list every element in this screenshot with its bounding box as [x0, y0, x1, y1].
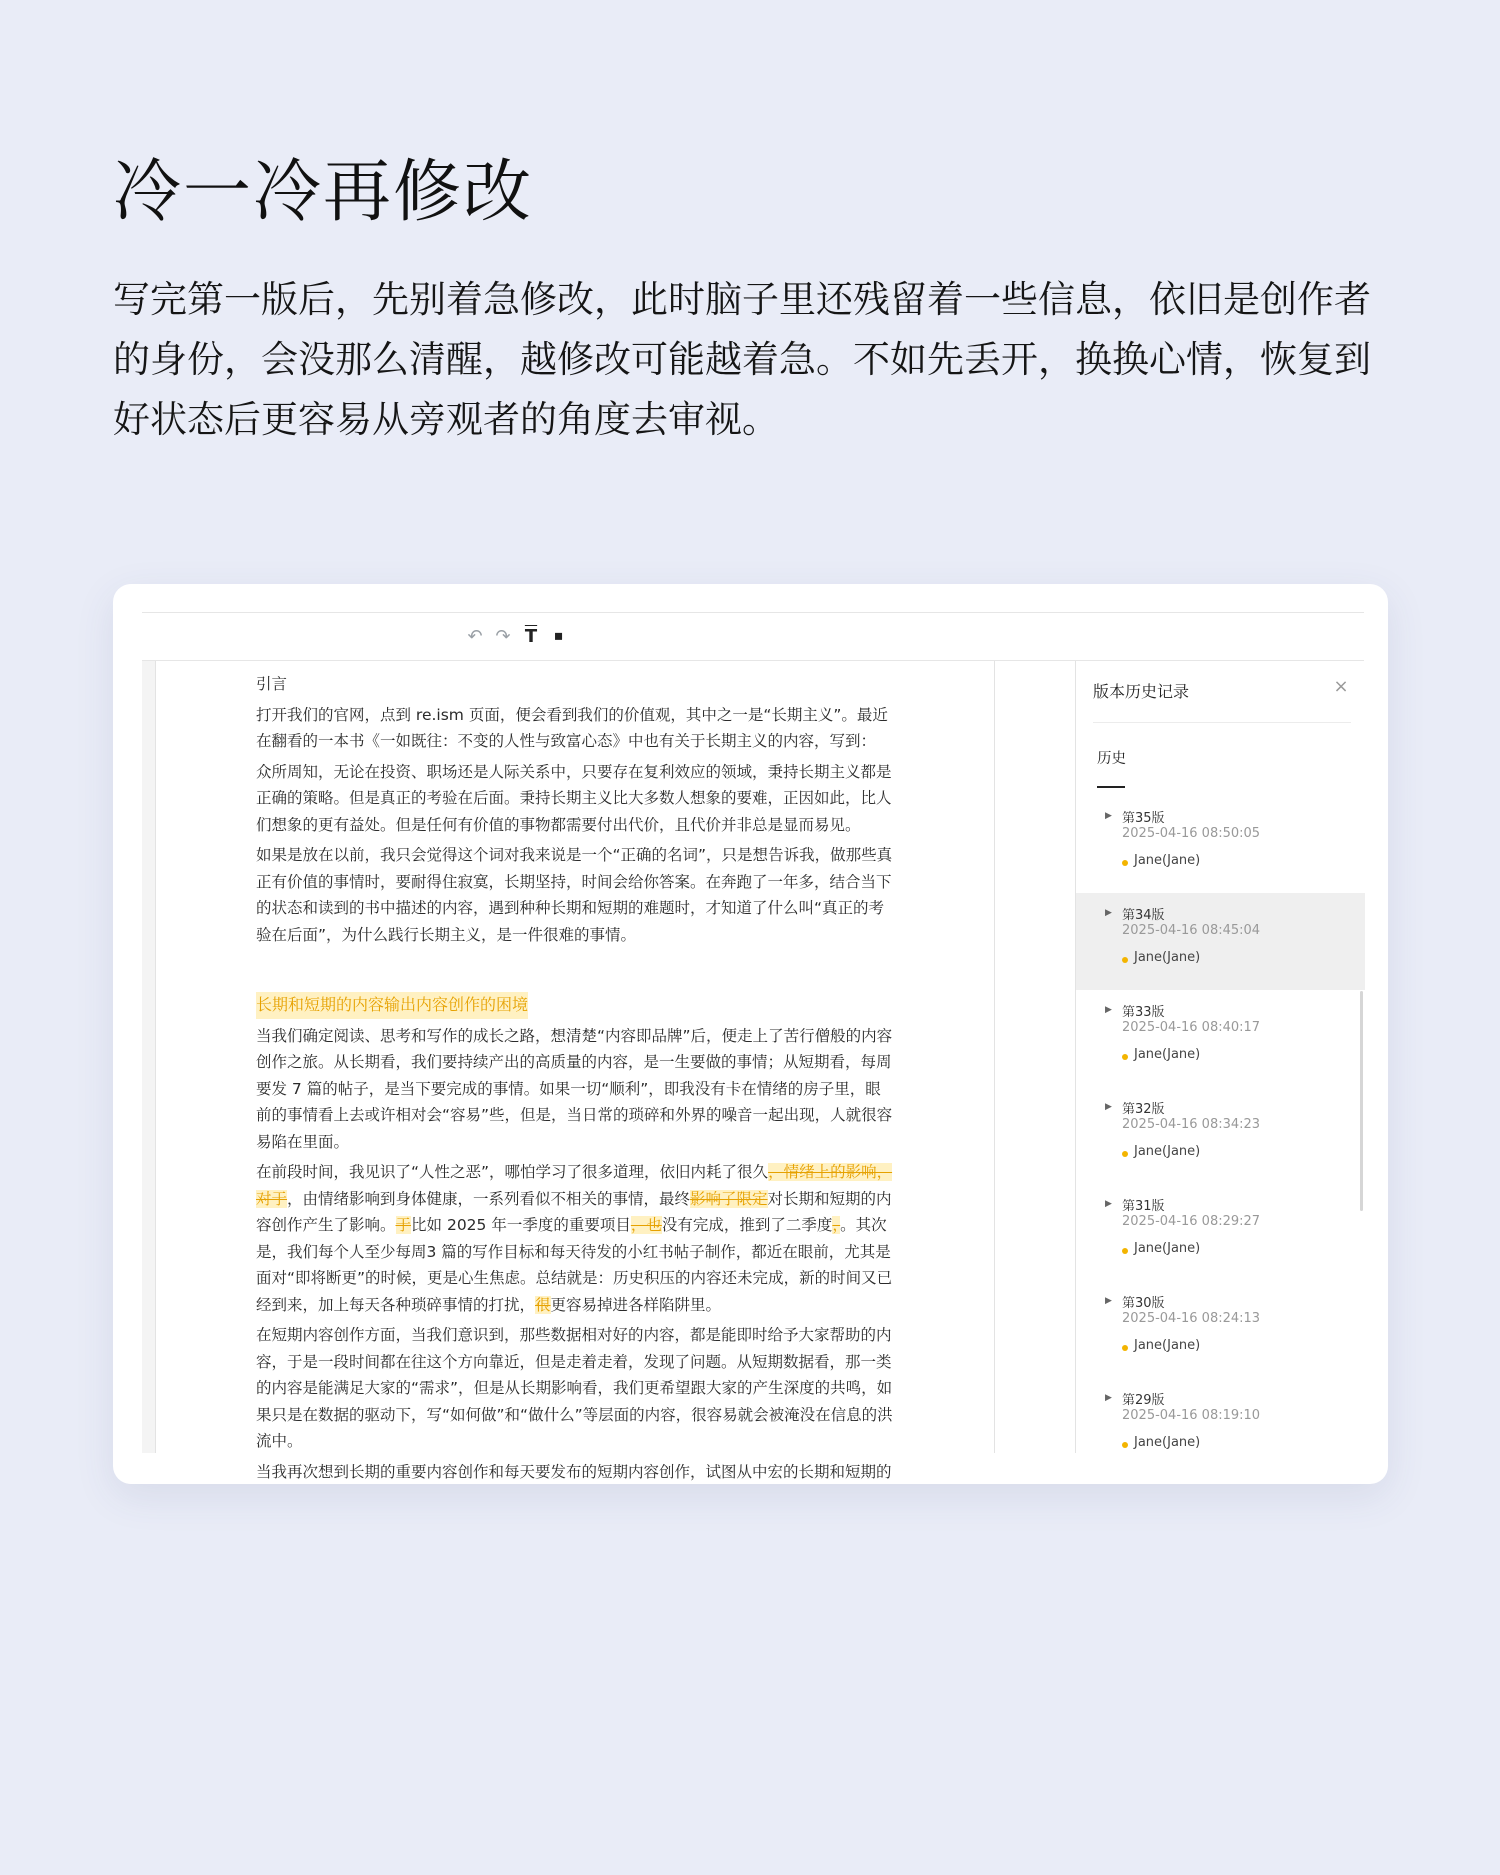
document-content[interactable]	[256, 671, 896, 1489]
user-dot-icon	[1122, 1442, 1128, 1448]
caret-right-icon[interactable]: ▶	[1105, 811, 1112, 821]
doc-paragraph: 众所周知，无论在投资、职场还是人际关系中，只要存在复利效应的领域，秉持长期主义都是正确的策略。但是真正的考验在后面。秉持长期主义比大多数人想象的要难，正因如此，比人们想象的更有益处。但是任何有价值的事物都需要付出代价，且代价并非总是显而易见。	[256, 762, 892, 834]
version-list	[1076, 796, 1365, 1475]
caret-right-icon[interactable]: ▶	[1105, 1199, 1112, 1209]
version-time: 2025-04-16 08:40:17	[1122, 1020, 1261, 1035]
deleted-text: ，	[832, 1216, 841, 1234]
version-name: 第32版	[1122, 1102, 1165, 1117]
deleted-text: ，也	[630, 1216, 662, 1234]
doc-paragraph: 如果是放在以前，我只会觉得这个词对我来说是一个“正确的名词”，只是想告诉我，做那些真正有价值的事情时，要耐得住寂寞，长期坚持，时间会给你答案。在奔跑了一年多，结合当下的状态和读到的书中描述的内容，遇到种种长期和短期的难题时，才知道了什么叫“真正的考验在后面”，为什么践行长期主义，是一件很难的事情。	[256, 846, 893, 944]
text-run: 。其次是，我们每个人至少每周3 篇的写作目标和每天待发的小红书帖子制作，都近在眼前，尤其是面对“即将断更”的时候，更是心生焦虑。总结就是：历史积压的内容还未完成，新的时间又已经到来，加上每天各种琐碎事情的打扰，	[256, 1216, 893, 1314]
deleted-text: ，情绪上的影响，对于	[256, 1163, 893, 1208]
text-run: 在前段时间，我见识了“人性之恶”，哪怕学习了很多道理，依旧内耗了很久	[256, 1163, 769, 1181]
deleted-text: 影响了限定	[690, 1189, 768, 1208]
deleted-text: 很	[535, 1295, 551, 1314]
version-user: Jane(Jane)	[1134, 853, 1201, 868]
version-user: Jane(Jane)	[1134, 1338, 1201, 1353]
caret-right-icon[interactable]: ▶	[1105, 1005, 1112, 1015]
version-name: 第30版	[1122, 1296, 1165, 1311]
editor-window	[113, 584, 1388, 1484]
close-icon[interactable]: ×	[1333, 676, 1349, 697]
version-user: Jane(Jane)	[1134, 1144, 1201, 1159]
intro-label: 引言	[256, 675, 288, 693]
version-name: 第35版	[1122, 811, 1165, 826]
version-user: Jane(Jane)	[1134, 1047, 1201, 1062]
editor-toolbar	[142, 613, 1364, 661]
undo-icon[interactable]: ↶	[467, 625, 483, 647]
version-name: 第34版	[1122, 908, 1165, 923]
page-title: 冷一冷再修改	[113, 153, 534, 232]
doc-paragraph: 当我再次想到长期的重要内容创作和每天要发布的短期内容创作，试图从中宏的长期和短期的	[256, 1462, 892, 1481]
version-time: 2025-04-16 08:45:04	[1122, 923, 1261, 938]
panel-title: 版本历史记录	[1093, 682, 1190, 701]
version-time: 2025-04-16 08:24:13	[1122, 1311, 1261, 1326]
text-run: 更容易掉进各样陷阱里。	[550, 1295, 722, 1314]
panel-scrollbar[interactable]	[1360, 991, 1363, 1211]
format-painter-icon[interactable]: $\overline{T}$	[524, 625, 538, 647]
caret-right-icon[interactable]: ▶	[1105, 1296, 1112, 1306]
user-dot-icon	[1122, 1054, 1128, 1060]
document-area	[142, 661, 994, 1481]
user-dot-icon	[1122, 1248, 1128, 1254]
doc-paragraph-tracked	[256, 1159, 896, 1318]
deleted-text: 于	[395, 1216, 412, 1234]
tab-indicator	[1097, 786, 1125, 788]
version-time: 2025-04-16 08:34:23	[1122, 1117, 1261, 1132]
version-name: 第33版	[1122, 1005, 1165, 1020]
caret-right-icon[interactable]: ▶	[1105, 1393, 1112, 1403]
version-item[interactable]	[1076, 990, 1365, 1087]
version-item[interactable]	[1076, 1281, 1365, 1378]
text-run: 没有完成，推到了二季度	[661, 1216, 833, 1234]
version-user: Jane(Jane)	[1134, 1241, 1201, 1256]
version-time: 2025-04-16 08:29:27	[1122, 1214, 1261, 1229]
version-item[interactable]	[1076, 1378, 1365, 1475]
version-name: 第31版	[1122, 1199, 1165, 1214]
version-item[interactable]	[1076, 796, 1365, 893]
user-dot-icon	[1122, 957, 1128, 963]
text-run: ，由情绪影响到身体健康，一系列看似不相关的事情，最终	[287, 1189, 691, 1208]
doc-paragraph: 当我们确定阅读、思考和写作的成长之路，想清楚“内容即品牌”后，便走上了苦行僧般的内容创作之旅。从长期看，我们要持续产出的高质量的内容，是一生要做的事情；从短期看，每周要发 7 篇的帖子，是当下要完成的事情。如果一切“顺利”，即我没有卡在情绪的房子里，眼前的事情看上去或许相对会“容易”些，但是，当日常的琐碎和外界的噪音一起出现，人就很容易陷在里面。	[256, 1026, 893, 1151]
user-dot-icon	[1122, 1345, 1128, 1351]
version-time: 2025-04-16 08:50:05	[1122, 826, 1261, 841]
version-item-selected[interactable]	[1076, 893, 1365, 990]
page-description: 写完第一版后，先别着急修改，此时脑子里还残留着一些信息，依旧是创作者的身份，会没那么清醒，越修改可能越着急。不如先丢开，换换心情，恢复到好状态后更容易从旁观者的角度去审视。	[113, 278, 1371, 441]
doc-paragraph: 在短期内容创作方面，当我们意识到，那些数据相对好的内容，都是能即时给予大家帮助的内容，于是一段时间都在往这个方向靠近，但是走着走着，发现了问题。从短期数据看，那一类的内容是能满足大家的“需求”，但是从长期影响看，我们更希望跟大家的产生深度的共鸣，如果只是在数据的驱动下，写“如何做”和“做什么”等层面的内容，很容易就会被淹没在信息的洪流中。	[256, 1326, 893, 1450]
document-page[interactable]	[155, 661, 995, 1481]
version-item[interactable]	[1076, 1087, 1365, 1184]
version-time: 2025-04-16 08:19:10	[1122, 1408, 1261, 1423]
text-run: 对长期和短期的内容创作产生了影响。	[256, 1189, 892, 1234]
eraser-icon[interactable]: ◆	[550, 627, 568, 645]
panel-header	[1093, 661, 1351, 723]
version-history-panel	[1075, 661, 1365, 1453]
caret-right-icon[interactable]: ▶	[1105, 1102, 1112, 1112]
version-item[interactable]	[1076, 1184, 1365, 1281]
version-user: Jane(Jane)	[1134, 1435, 1201, 1450]
caret-right-icon[interactable]: ▶	[1105, 908, 1112, 918]
version-user: Jane(Jane)	[1134, 950, 1201, 965]
user-dot-icon	[1122, 1151, 1128, 1157]
tab-history[interactable]: 历史	[1097, 751, 1126, 767]
doc-heading: 长期和短期的内容输出内容创作的困境	[256, 992, 528, 1019]
redo-icon[interactable]: ↷	[495, 625, 511, 647]
text-run: 比如 2025 年一季度的重要项目	[411, 1216, 631, 1234]
version-name: 第29版	[1122, 1393, 1165, 1408]
doc-paragraph: 打开我们的官网，点到 re.ism 页面，便会看到我们的价值观，其中之一是“长期主义”。最近在翻看的一本书《一如既往：不变的人性与致富心态》中也有关于长期主义的内容，写到：	[256, 705, 888, 750]
user-dot-icon	[1122, 860, 1128, 866]
